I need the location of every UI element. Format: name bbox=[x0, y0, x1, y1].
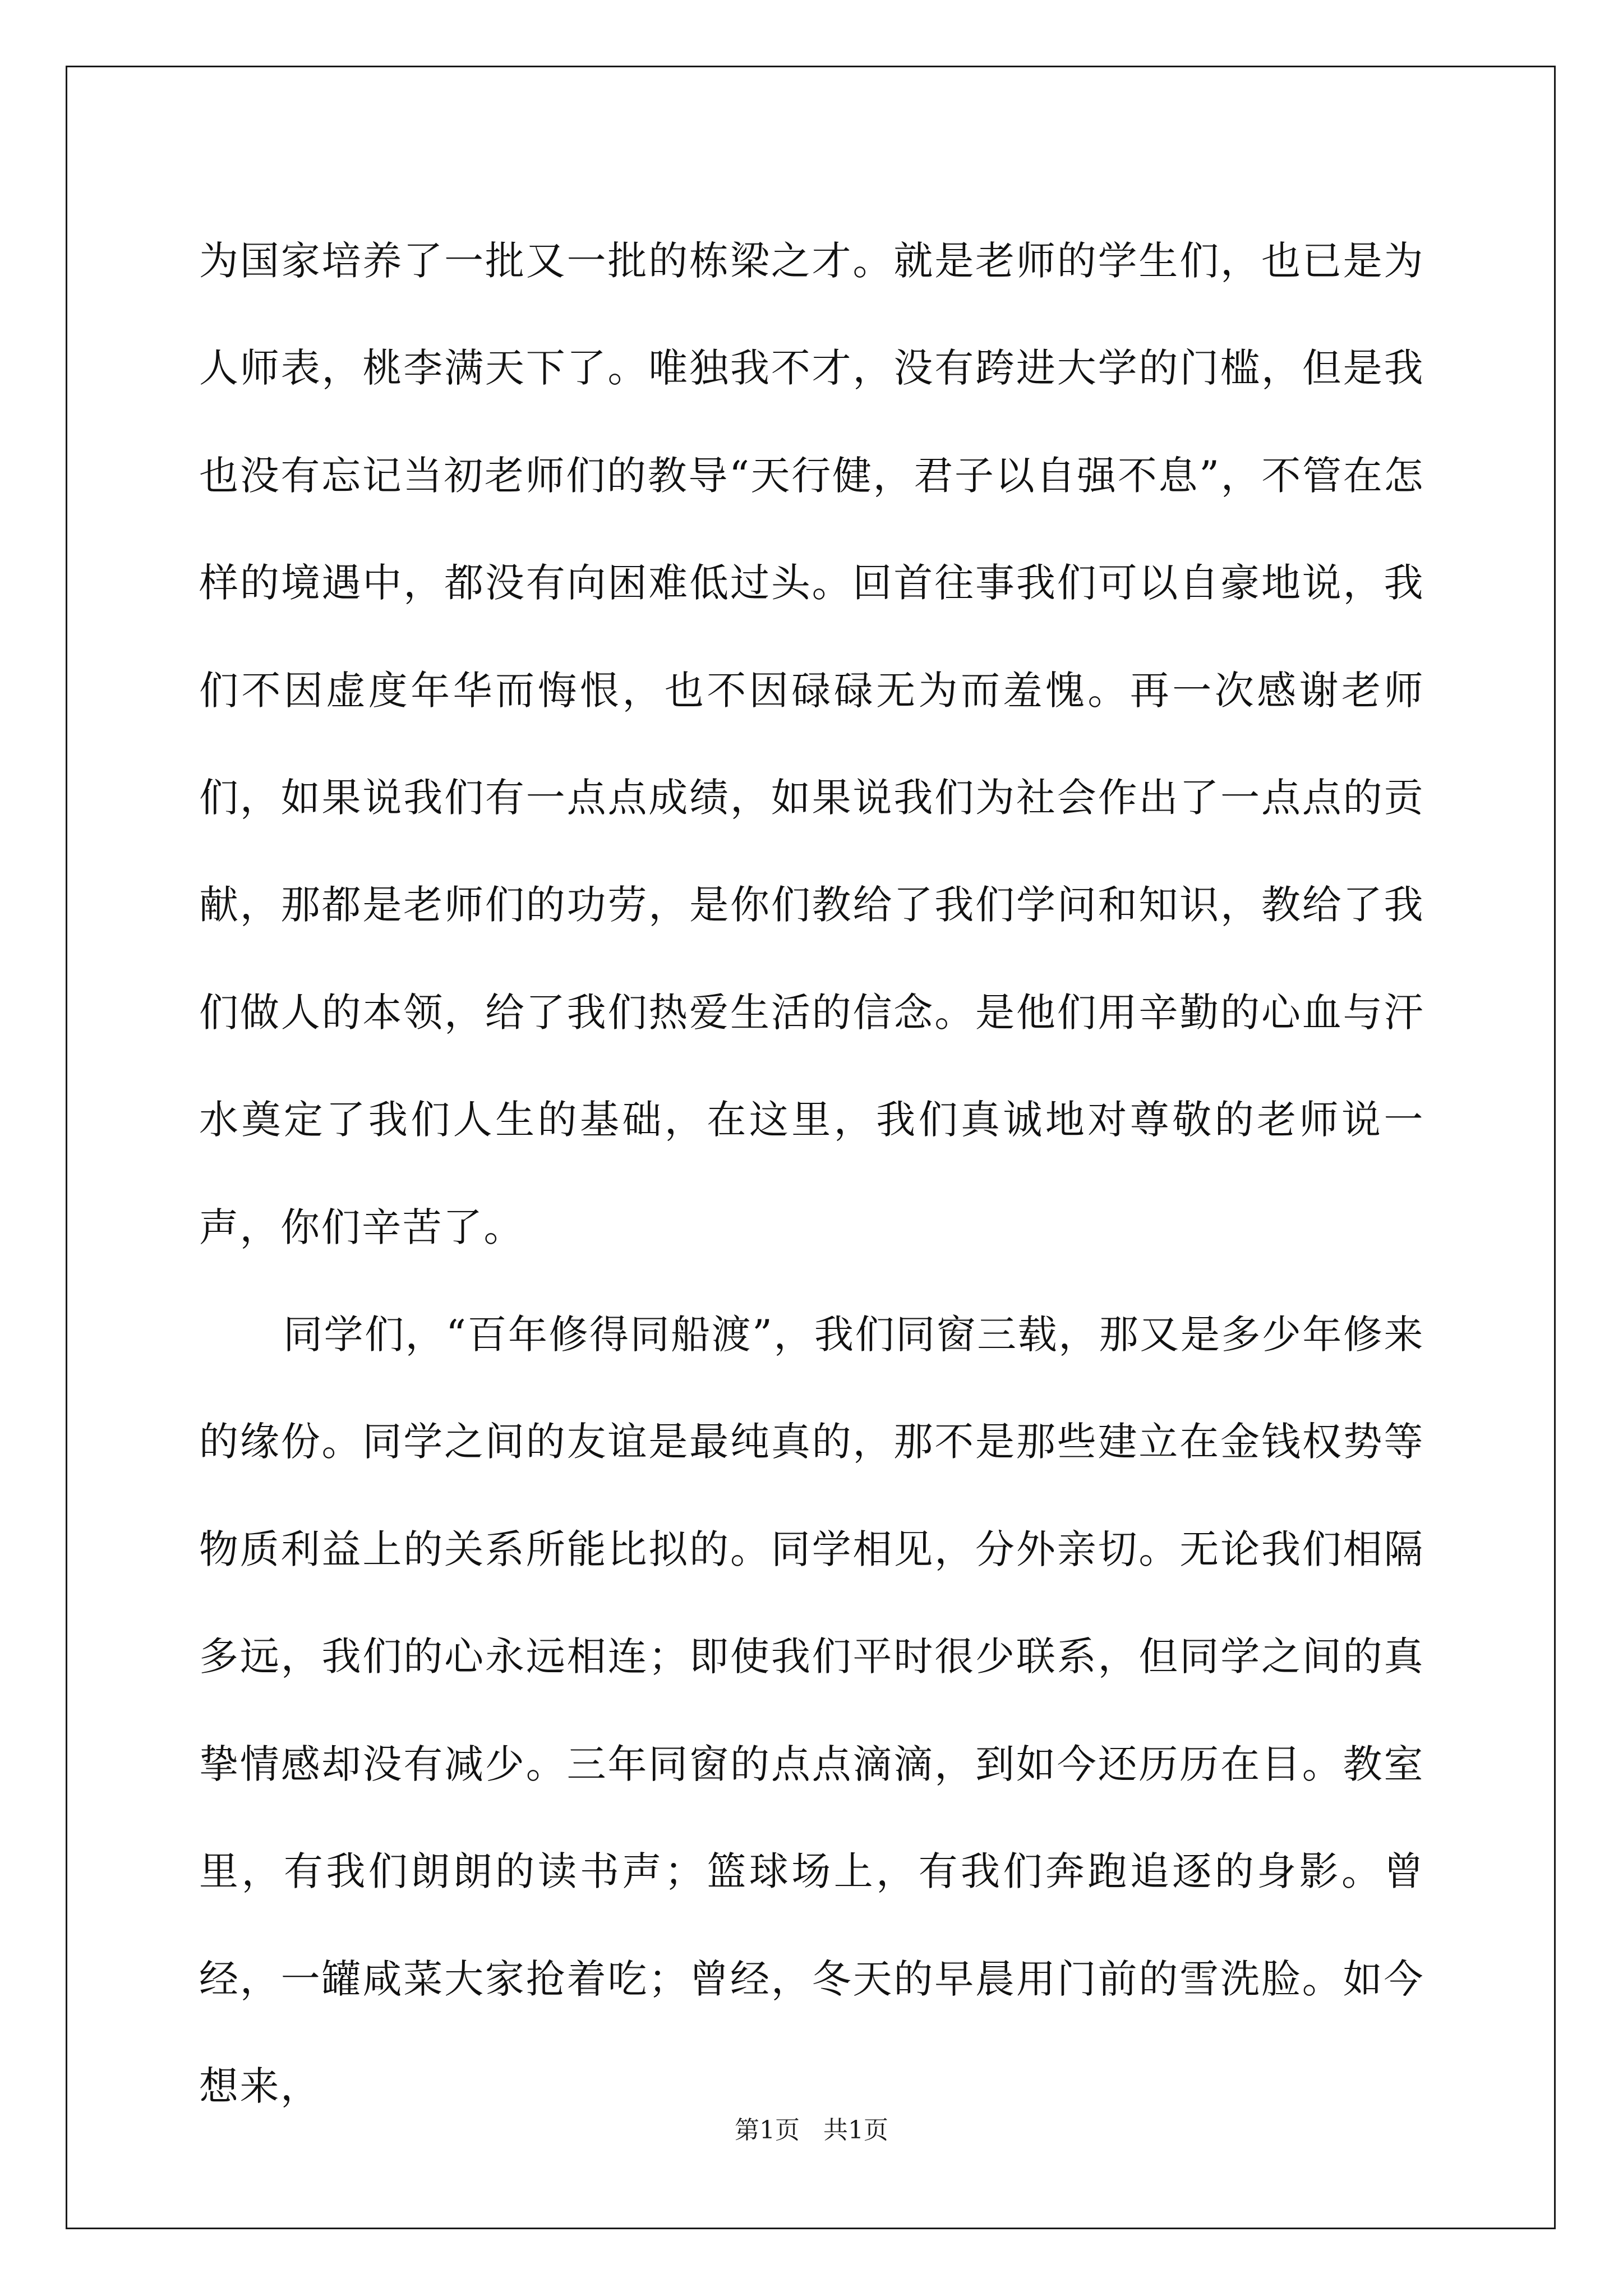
page-footer bbox=[0, 2114, 1623, 2147]
document-body bbox=[199, 208, 1424, 2140]
paragraph-2: 同学们，“百年修得同船渡”，我们同窗三载，那又是多少年修来的缘份。同学之间的友谊是最纯真的，那不是那些建立在金钱权势等物质利益上的关系所能比拟的。同学相见，分外亲切。无论我们相隔多远，我们的心永远相连；即使我们平时很少联系，但同学之间的真挚情感却没有减少。三年同窗的点点滴滴，到如今还历历在目。教室里，有我们朗朗的读书声；篮球场上，有我们奔跑追逐的身影。曾经，一罐咸菜大家抢着吃；曾经，冬天的早晨用门前的雪洗脸。如今想来， bbox=[199, 1312, 1424, 2109]
footer-separator bbox=[800, 2116, 823, 2145]
page-total: 共1页 bbox=[823, 2116, 888, 2145]
page-number: 第1页 bbox=[735, 2116, 800, 2145]
paragraph-1: 为国家培养了一批又一批的栋梁之才。就是老师的学生们，也已是为人师表，桃李满天下了。唯独我不才，没有跨进大学的门槛，但是我也没有忘记当初老师们的教导“天行健，君子以自强不息”，不管在怎样的境遇中，都没有向困难低过头。回首往事我们可以自豪地说，我们不因虚度年华而悔恨，也不因碌碌无为而羞愧。再一次感谢老师们，如果说我们有一点点成绩，如果说我们为社会作出了一点点的贡献，那都是老师们的功劳，是你们教给了我们学问和知识，教给了我们做人的本领，给了我们热爱生活的信念。是他们用辛勤的心血与汗水奠定了我们人生的基础，在这里，我们真诚地对尊敬的老师说一声，你们辛苦了。 bbox=[199, 238, 1424, 1250]
